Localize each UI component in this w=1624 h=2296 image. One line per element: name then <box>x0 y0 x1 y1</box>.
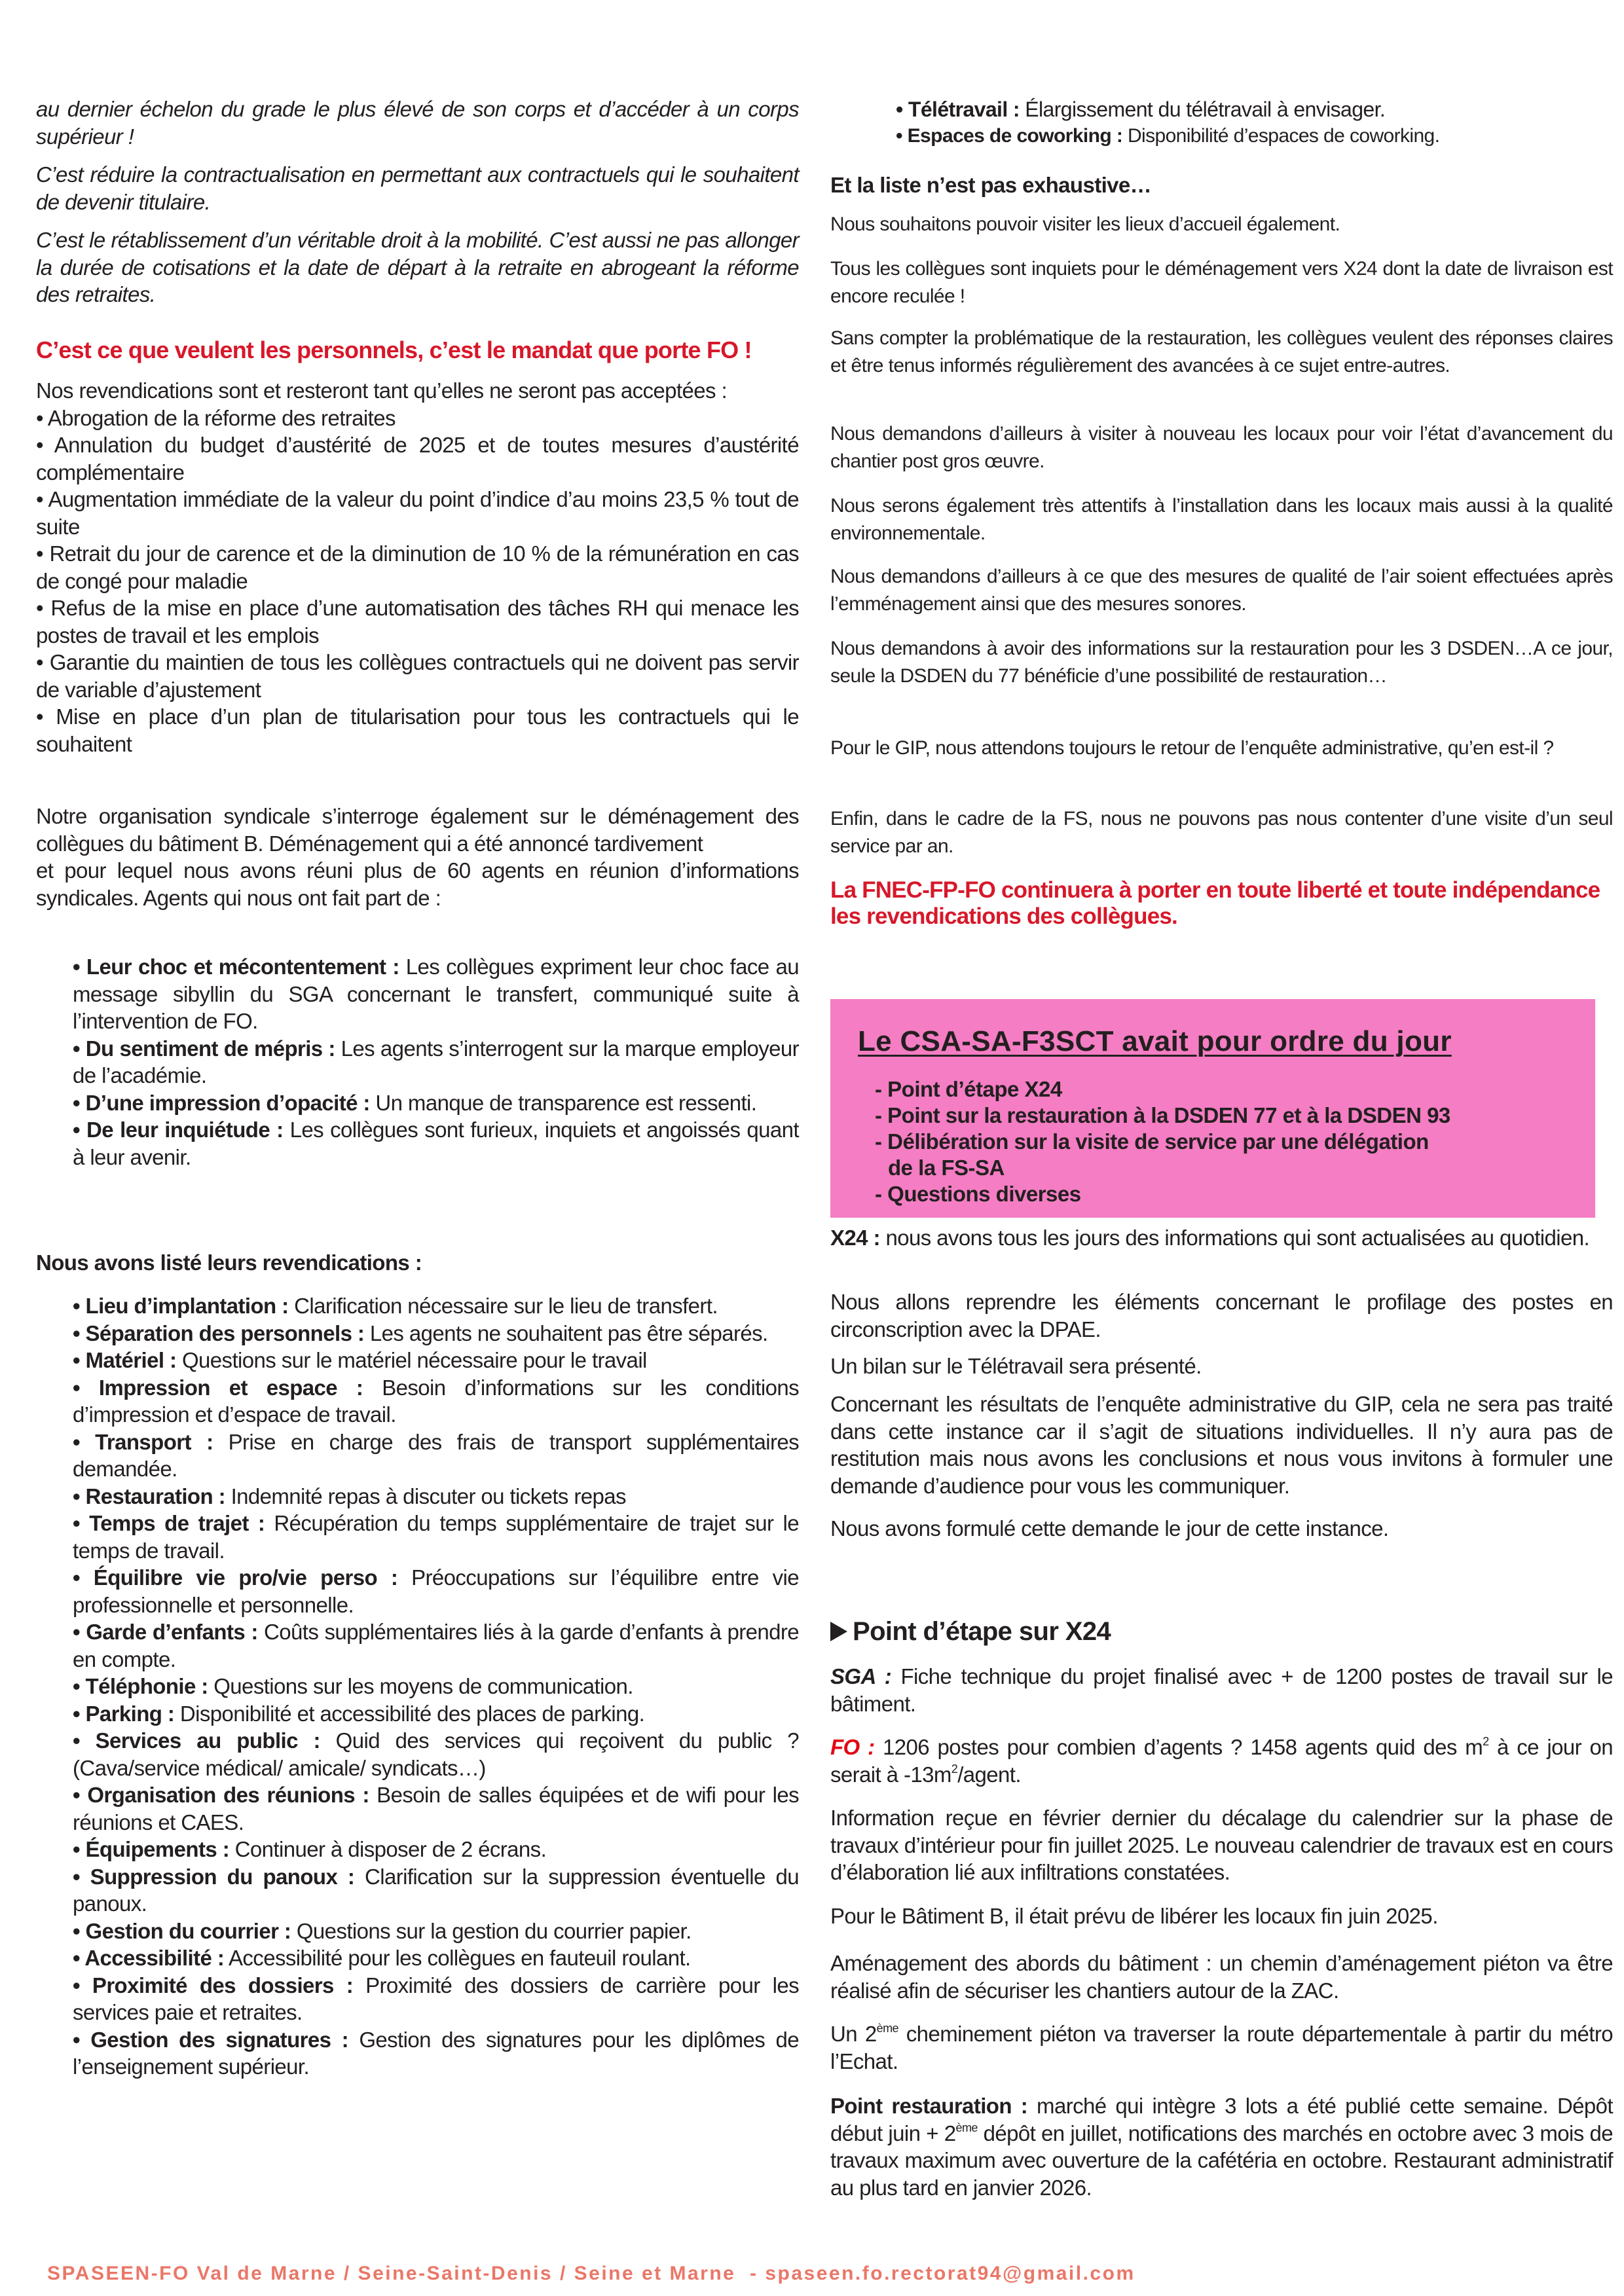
agenda-item: - Délibération sur la visite de service par une délégation <box>875 1129 1429 1154</box>
text: dépôt en juillet, notifications des marchés en octobre avec 3 mois de travaux maximum avec ouverture de la cafétéria en octobre. Restaurant administratif au plus tard en janvier 2026. <box>830 2121 1614 2200</box>
claim-label: • Séparation des personnels : <box>73 1321 365 1345</box>
paragraph: Nous demandons à avoir des informations sur la restauration pour les 3 DSDEN…A ce jour, seule la DSDEN du 77 bénéficie d’une possibilité de restauration… <box>830 638 1613 687</box>
intro-paragraph-2: C’est réduire la contractualisation en permettant aux contractuels qui le souhaitent de devenir titulaire. <box>36 162 799 214</box>
superscript: 2 <box>951 1762 958 1776</box>
paragraph: Nous avons formulé cette demande le jour de cette instance. <box>830 1516 1389 1540</box>
demand-item: • Refus de la mise en place d’une automatisation des tâches RH qui menace les postes de travail et les emplois <box>36 596 799 647</box>
paragraph: Nous demandons d’ailleurs à ce que des mesures de qualité de l’air soient effectuées après l’emménagement ainsi que des mesures sonores. <box>830 566 1613 615</box>
claim-item <box>73 1320 799 1347</box>
claim-item <box>73 2026 799 2081</box>
claim-item <box>73 1429 799 1483</box>
claim-label: • Impression et espace : <box>73 1375 363 1400</box>
claim-label: • Transport : <box>73 1429 213 1454</box>
claim-text: Accessibilité pour les collègues en fauteuil roulant. <box>224 1946 691 1970</box>
claim-text: Besoin d’informations sur les conditions d’impression et d’espace de travail. <box>73 1375 799 1427</box>
feeling-item <box>73 1116 799 1171</box>
demand-item: • Augmentation immédiate de la valeur du point d’indice d’au moins 23,5 % tout de suite <box>36 487 799 539</box>
fo-text: à ce jour on serait à -13m <box>830 1735 1613 1787</box>
claim-label: • Lieu d’implantation : <box>73 1294 289 1318</box>
agenda-item: - Point sur la restauration à la DSDEN 77 et à la DSDEN 93 <box>875 1103 1450 1127</box>
claims-list-continued <box>830 96 1613 149</box>
feeling-label: • Du sentiment de mépris : <box>73 1036 335 1061</box>
claim-text: Disponibilité et accessibilité des places de parking. <box>174 1701 645 1726</box>
claim-label: • Restauration : <box>73 1484 225 1508</box>
claim-label: • Gestion des signatures : <box>73 2027 349 2052</box>
demand-item: • Garantie du maintien de tous les collègues contractuels qui ne doivent pas servir de variable d’ajustement <box>36 650 799 702</box>
mandate-statement: C’est ce que veulent les personnels, c’est le mandat que porte FO ! <box>36 337 752 363</box>
claim-label: • Organisation des réunions : <box>73 1783 369 1807</box>
claim-item <box>73 1836 799 1863</box>
move-paragraph-2: et pour lequel nous avons réuni plus de 60 agents en réunion d’informations syndicales. Agents qui nous ont fait part de : <box>36 858 799 910</box>
agenda-item-continuation: de la FS-SA <box>888 1156 1005 1180</box>
claim-text: Questions sur le matériel nécessaire pour le travail <box>176 1348 647 1372</box>
claim-text: Proximité des dossiers de carrière pour les services paie et retraites. <box>73 1973 799 2024</box>
claims-heading: Nous avons listé leurs revendications : <box>36 1250 422 1275</box>
paragraph: Tous les collègues sont inquiets pour le déménagement vers X24 dont la date de livraison est encore reculée ! <box>830 258 1613 307</box>
demand-item: • Abrogation de la réforme des retraites <box>36 405 396 430</box>
claim-text: Préoccupations sur l’équilibre entre vie professionnelle et personnelle. <box>73 1565 799 1617</box>
claim-item <box>73 1374 799 1429</box>
sga-text: Fiche technique du projet finalisé avec + de 1200 postes de travail sur le bâtiment. <box>830 1664 1613 1716</box>
fo-text: 1206 postes pour combien d’agents ? 1458 agents quid des m <box>874 1735 1483 1759</box>
paragraph: Nous demandons d’ailleurs à visiter à nouveau les locaux pour voir l’état d’avancement du chantier post gros œuvre. <box>830 423 1613 472</box>
text: Un 2 <box>830 2022 877 2046</box>
claims-list <box>36 1292 799 2081</box>
claim-label: • Équilibre vie pro/vie perso : <box>73 1565 398 1590</box>
claim-item <box>73 1944 799 1972</box>
x24-label: X24 : <box>830 1226 880 1250</box>
claim-label: • Parking : <box>73 1701 175 1726</box>
claim-text: Questions sur la gestion du courrier papier. <box>291 1918 692 1943</box>
claim-label: • Équipements : <box>73 1837 230 1861</box>
paragraph: Nous serons également très attentifs à l’installation dans les locaux mais aussi à la qualité environnementale. <box>830 495 1613 544</box>
claim-label: • Matériel : <box>73 1348 177 1372</box>
superscript: ème <box>876 2022 898 2035</box>
claim-item <box>73 1347 799 1374</box>
claim-text: Les agents ne souhaitent pas être séparés. <box>364 1321 768 1345</box>
claim-label: • Gestion du courrier : <box>73 1918 291 1943</box>
feeling-label: • Leur choc et mécontentement : <box>73 955 399 979</box>
second-path-paragraph <box>830 2020 1613 2075</box>
section-title: Point d’étape sur X24 <box>853 1617 1111 1646</box>
claim-text: Quid des services qui reçoivent du public ? (Cava/service médical/ amicale/ syndicats…) <box>73 1728 799 1780</box>
feeling-text: Un manque de transparence est ressenti. <box>369 1090 757 1115</box>
footer-contact: SPASEEN-FO Val de Marne / Seine-Saint-Denis / Seine et Marne - spaseen.fo.rectorat94@gmail.com <box>47 2263 1135 2284</box>
agenda-item: - Point d’étape X24 <box>875 1077 1062 1101</box>
superscript: ème <box>955 2121 978 2134</box>
play-triangle-icon <box>830 1622 847 1641</box>
not-exhaustive-heading: Et la liste n’est pas exhaustive… <box>830 173 1152 197</box>
claim-item <box>73 1863 799 1918</box>
claim-item <box>73 1292 799 1320</box>
agenda-box <box>830 999 1595 1218</box>
demands-intro: Nos revendications sont et resteront tant qu’elles ne seront pas acceptées : <box>36 378 728 403</box>
demand-item: • Annulation du budget d’austérité de 2025 et de toutes mesures d’austérité complémentaire <box>36 433 799 484</box>
claim-text: Indemnité repas à discuter ou tickets repas <box>225 1484 626 1508</box>
claim-text: Continuer à disposer de 2 écrans. <box>229 1837 547 1861</box>
feeling-item <box>73 953 799 1035</box>
fnec-statement: La FNEC-FP-FO continuera à porter en toute liberté et toute indépendance les revendications des collègues. <box>830 877 1600 929</box>
claim-label: • Accessibilité : <box>73 1946 225 1970</box>
claim-label: • Espaces de coworking : <box>896 125 1123 147</box>
demand-item: • Mise en place d’un plan de titularisation pour tous les contractuels qui le souhaitent <box>36 704 799 756</box>
claim-label: • Proximité des dossiers : <box>73 1973 354 1997</box>
move-block <box>36 803 799 911</box>
feeling-item <box>73 1089 799 1117</box>
agenda-title: Le CSA-SA-F3SCT avait pour ordre du jour <box>858 1025 1452 1057</box>
claim-text: Gestion des signatures pour les diplômes de l’enseignement supérieur. <box>73 2027 799 2079</box>
claim-item <box>73 1918 799 1945</box>
move-paragraph-1: Notre organisation syndicale s’interroge également sur le déménagement des collègues du bâtiment B. Déménagement qui a été annoncé tardivement <box>36 804 799 856</box>
fo-paragraph <box>830 1734 1613 1788</box>
claim-label: • Téléphonie : <box>73 1674 208 1698</box>
feeling-label: • De leur inquiétude : <box>73 1118 284 1142</box>
claim-item <box>73 1700 799 1728</box>
paragraph: Sans compter la problématique de la restauration, les collègues veulent des réponses claires et être tenus informés régulièrement des avancées à ce sujet entre-autres. <box>830 327 1613 376</box>
info-paragraph: Information reçue en février dernier du décalage du calendrier sur la phase de travaux d’intérieur pour fin juillet 2025. Le nouveau calendrier de travaux est en cours d’élaboration lié aux infiltrations constatées. <box>830 1806 1613 1884</box>
demands-block <box>36 377 799 757</box>
claim-item <box>73 1618 799 1673</box>
claim-item <box>73 1564 799 1618</box>
feeling-text: Les collègues expriment leur choc face au message sibyllin du SGA concernant le transfert, communiqué suite à l’intervention de FO. <box>73 955 799 1033</box>
claim-label: • Services au public : <box>73 1728 320 1753</box>
text: marché qui intègre 3 lots a été publié cette semaine. Dépôt début juin + 2 <box>830 2094 1614 2145</box>
claim-text: Élargissement du télétravail à envisager. <box>1019 98 1386 121</box>
feeling-item <box>73 1035 799 1089</box>
claim-text: Clarification nécessaire sur le lieu de transfert. <box>288 1294 718 1318</box>
claim-text: Coûts supplémentaires liés à la garde d’enfants à prendre en compte. <box>73 1620 799 1671</box>
claim-item <box>73 1781 799 1836</box>
claim-item <box>896 96 1613 123</box>
paragraph: Pour le GIP, nous attendons toujours le retour de l’enquête administrative, qu’en est-il ? <box>830 737 1554 759</box>
claim-label: • Garde d’enfants : <box>73 1620 258 1644</box>
paragraph: Concernant les résultats de l’enquête administrative du GIP, cela ne sera pas traité dans cette instance car il s’agit de situations individuelles. Il n’y aura pas de restitution mais nous avons les conclusions et nous vous invitons à formuler une demande d’audience pour vous les communiquer. <box>830 1392 1613 1498</box>
demand-item: • Retrait du jour de carence et de la diminution de 10 % de la rémunération en cas de congé pour maladie <box>36 541 799 593</box>
x24-paragraph <box>830 1224 1613 1252</box>
claim-item <box>73 1673 799 1700</box>
intro-paragraph-3: C’est le rétablissement d’un véritable droit à la mobilité. C’est aussi ne pas allonger la durée de cotisations et la date de départ à la retraite en abrogeant la réforme des retraites. <box>36 228 799 306</box>
x24-text: nous avons tous les jours des informations qui sont actualisées au quotidien. <box>879 1226 1590 1250</box>
claim-text: Besoin de salles équipées et de wifi pour les réunions et CAES. <box>73 1783 799 1834</box>
paragraph: Nous souhaitons pouvoir visiter les lieux d’accueil également. <box>830 213 1340 235</box>
fo-text: /agent. <box>957 1762 1021 1787</box>
surroundings-paragraph: Aménagement des abords du bâtiment : un chemin d’aménagement piéton va être réalisé afin de sécuriser les chantiers autour de la ZAC. <box>830 1951 1613 2003</box>
section-heading-x24 <box>830 1616 1613 1647</box>
claim-text: Disponibilité d’espaces de coworking. <box>1122 125 1440 147</box>
paragraph: Enfin, dans le cadre de la FS, nous ne pouvons pas nous contenter d’une visite d’un seul service par an. <box>830 808 1613 857</box>
intro-paragraph-1: au dernier échelon du grade le plus élevé de son corps et d’accéder à un corps supérieur ! <box>36 97 799 149</box>
building-b-paragraph: Pour le Bâtiment B, il était prévu de libérer les locaux fin juin 2025. <box>830 1904 1438 1928</box>
claim-text: Récupération du temps supplémentaire de trajet sur le temps de travail. <box>73 1511 799 1563</box>
text: cheminement piéton va traverser la route départementale à partir du métro l’Echat. <box>830 2022 1613 2073</box>
restaurant-paragraph <box>830 2092 1613 2201</box>
claim-text: Prise en charge des frais de transport supplémentaires demandée. <box>73 1429 799 1481</box>
paragraph: Un bilan sur le Télétravail sera présenté. <box>830 1354 1202 1378</box>
feeling-label: • D’une impression d’opacité : <box>73 1090 370 1115</box>
claim-item <box>896 123 1613 149</box>
claim-text: Clarification sur la suppression éventuelle du panoux. <box>73 1864 799 1916</box>
feelings-list <box>36 953 799 1171</box>
agenda-item: - Questions diverses <box>875 1182 1081 1206</box>
sga-paragraph <box>830 1663 1613 1717</box>
claim-item <box>73 1727 799 1781</box>
claim-item <box>73 1510 799 1564</box>
claim-item <box>73 1483 799 1510</box>
feeling-text: Les collègues sont furieux, inquiets et angoissés quant à leur avenir. <box>73 1118 799 1169</box>
claim-label: • Télétravail : <box>896 98 1020 121</box>
claim-text: Questions sur les moyens de communication. <box>208 1674 633 1698</box>
claim-item <box>73 1972 799 2026</box>
fo-label: FO : <box>830 1735 875 1759</box>
restaurant-label: Point restauration : <box>830 2094 1028 2118</box>
claim-label: • Suppression du panoux : <box>73 1864 355 1889</box>
sga-label: SGA : <box>830 1664 892 1688</box>
paragraph: Nous allons reprendre les éléments concernant le profilage des postes en circonscription avec la DPAE. <box>830 1290 1613 1341</box>
feeling-text: Les agents s’interrogent sur la marque employeur de l’académie. <box>73 1036 799 1087</box>
superscript: 2 <box>1483 1735 1489 1748</box>
claim-label: • Temps de trajet : <box>73 1511 265 1535</box>
agenda-list <box>875 1076 1450 1207</box>
